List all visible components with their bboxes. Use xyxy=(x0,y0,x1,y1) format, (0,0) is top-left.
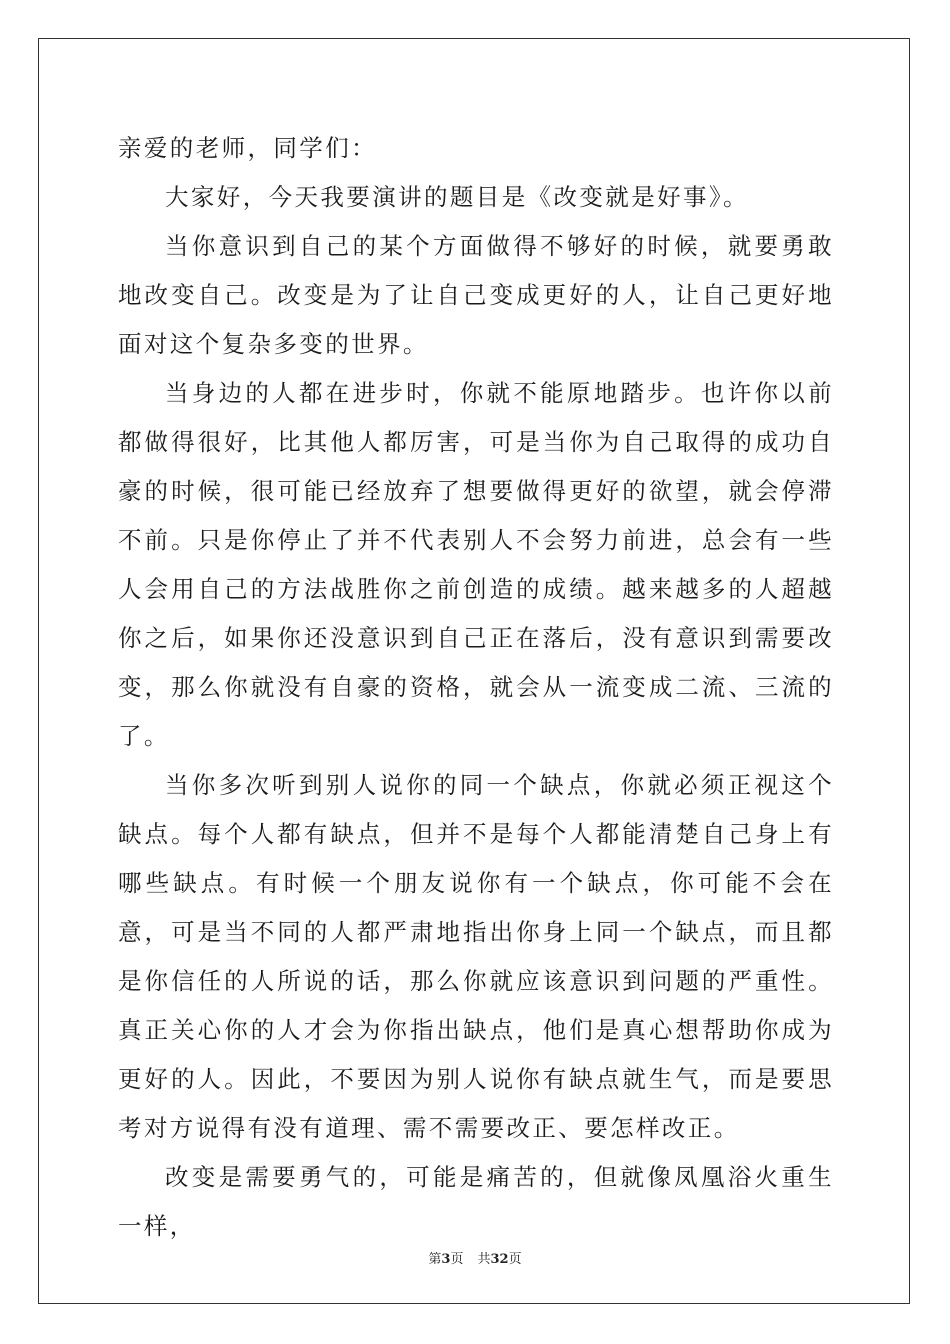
paragraph-5: 改变是需要勇气的，可能是痛苦的，但就像凤凰浴火重生一样， xyxy=(118,1163,834,1240)
page-footer xyxy=(0,1248,950,1267)
document-body xyxy=(118,124,834,1251)
total-prefix: 共 xyxy=(477,1252,491,1267)
paragraph-4: 当你多次听到别人说你的同一个缺点，你就必须正视这个缺点。每个人都有缺点，但并不是每个人都能清楚自己身上有哪些缺点。有时候一个朋友说你有一个缺点，你可能不会在意，可是当不同的人都严肃地指出你身上同一个缺点，而且都是你信任的人所说的话，那么你就应该意识到问题的严重性。真正关心你的人才会为你指出缺点，他们是真心想帮助你成为更好的人。因此，不要因为别人说你有缺点就生气，而是要思考对方说得有没有道理、需不需要改正、要怎样改正。 xyxy=(118,771,834,1142)
total-page-count: 32 xyxy=(490,1252,509,1267)
total-suffix: 页 xyxy=(508,1252,522,1267)
paragraph-1: 大家好，今天我要演讲的题目是《改变就是好事》。 xyxy=(165,183,749,211)
page-prefix: 第 xyxy=(428,1252,442,1267)
salutation: 亲爱的老师，同学们： xyxy=(118,134,377,162)
paragraph-3: 当身边的人都在进步时，你就不能原地踏步。也许你以前都做得很好，比其他人都厉害，可是当你为自己取得的成功自豪的时候，很可能已经放弃了想要做得更好的欲望，就会停滞不前。只是你停止了并不代表别人不会努力前进，总会有一些人会用自己的方法战胜你之前创造的成绩。越来越多的人超越你之后，如果你还没意识到自己正在落后，没有意识到需要改变，那么你就没有自豪的资格，就会从一流变成二流、三流的了。 xyxy=(118,379,834,750)
page-suffix: 页 xyxy=(450,1252,464,1267)
paragraph-2: 当你意识到自己的某个方面做得不够好的时候，就要勇敢地改变自己。改变是为了让自己变成更好的人，让自己更好地面对这个复杂多变的世界。 xyxy=(118,232,834,358)
current-page-number: 3 xyxy=(441,1252,451,1267)
